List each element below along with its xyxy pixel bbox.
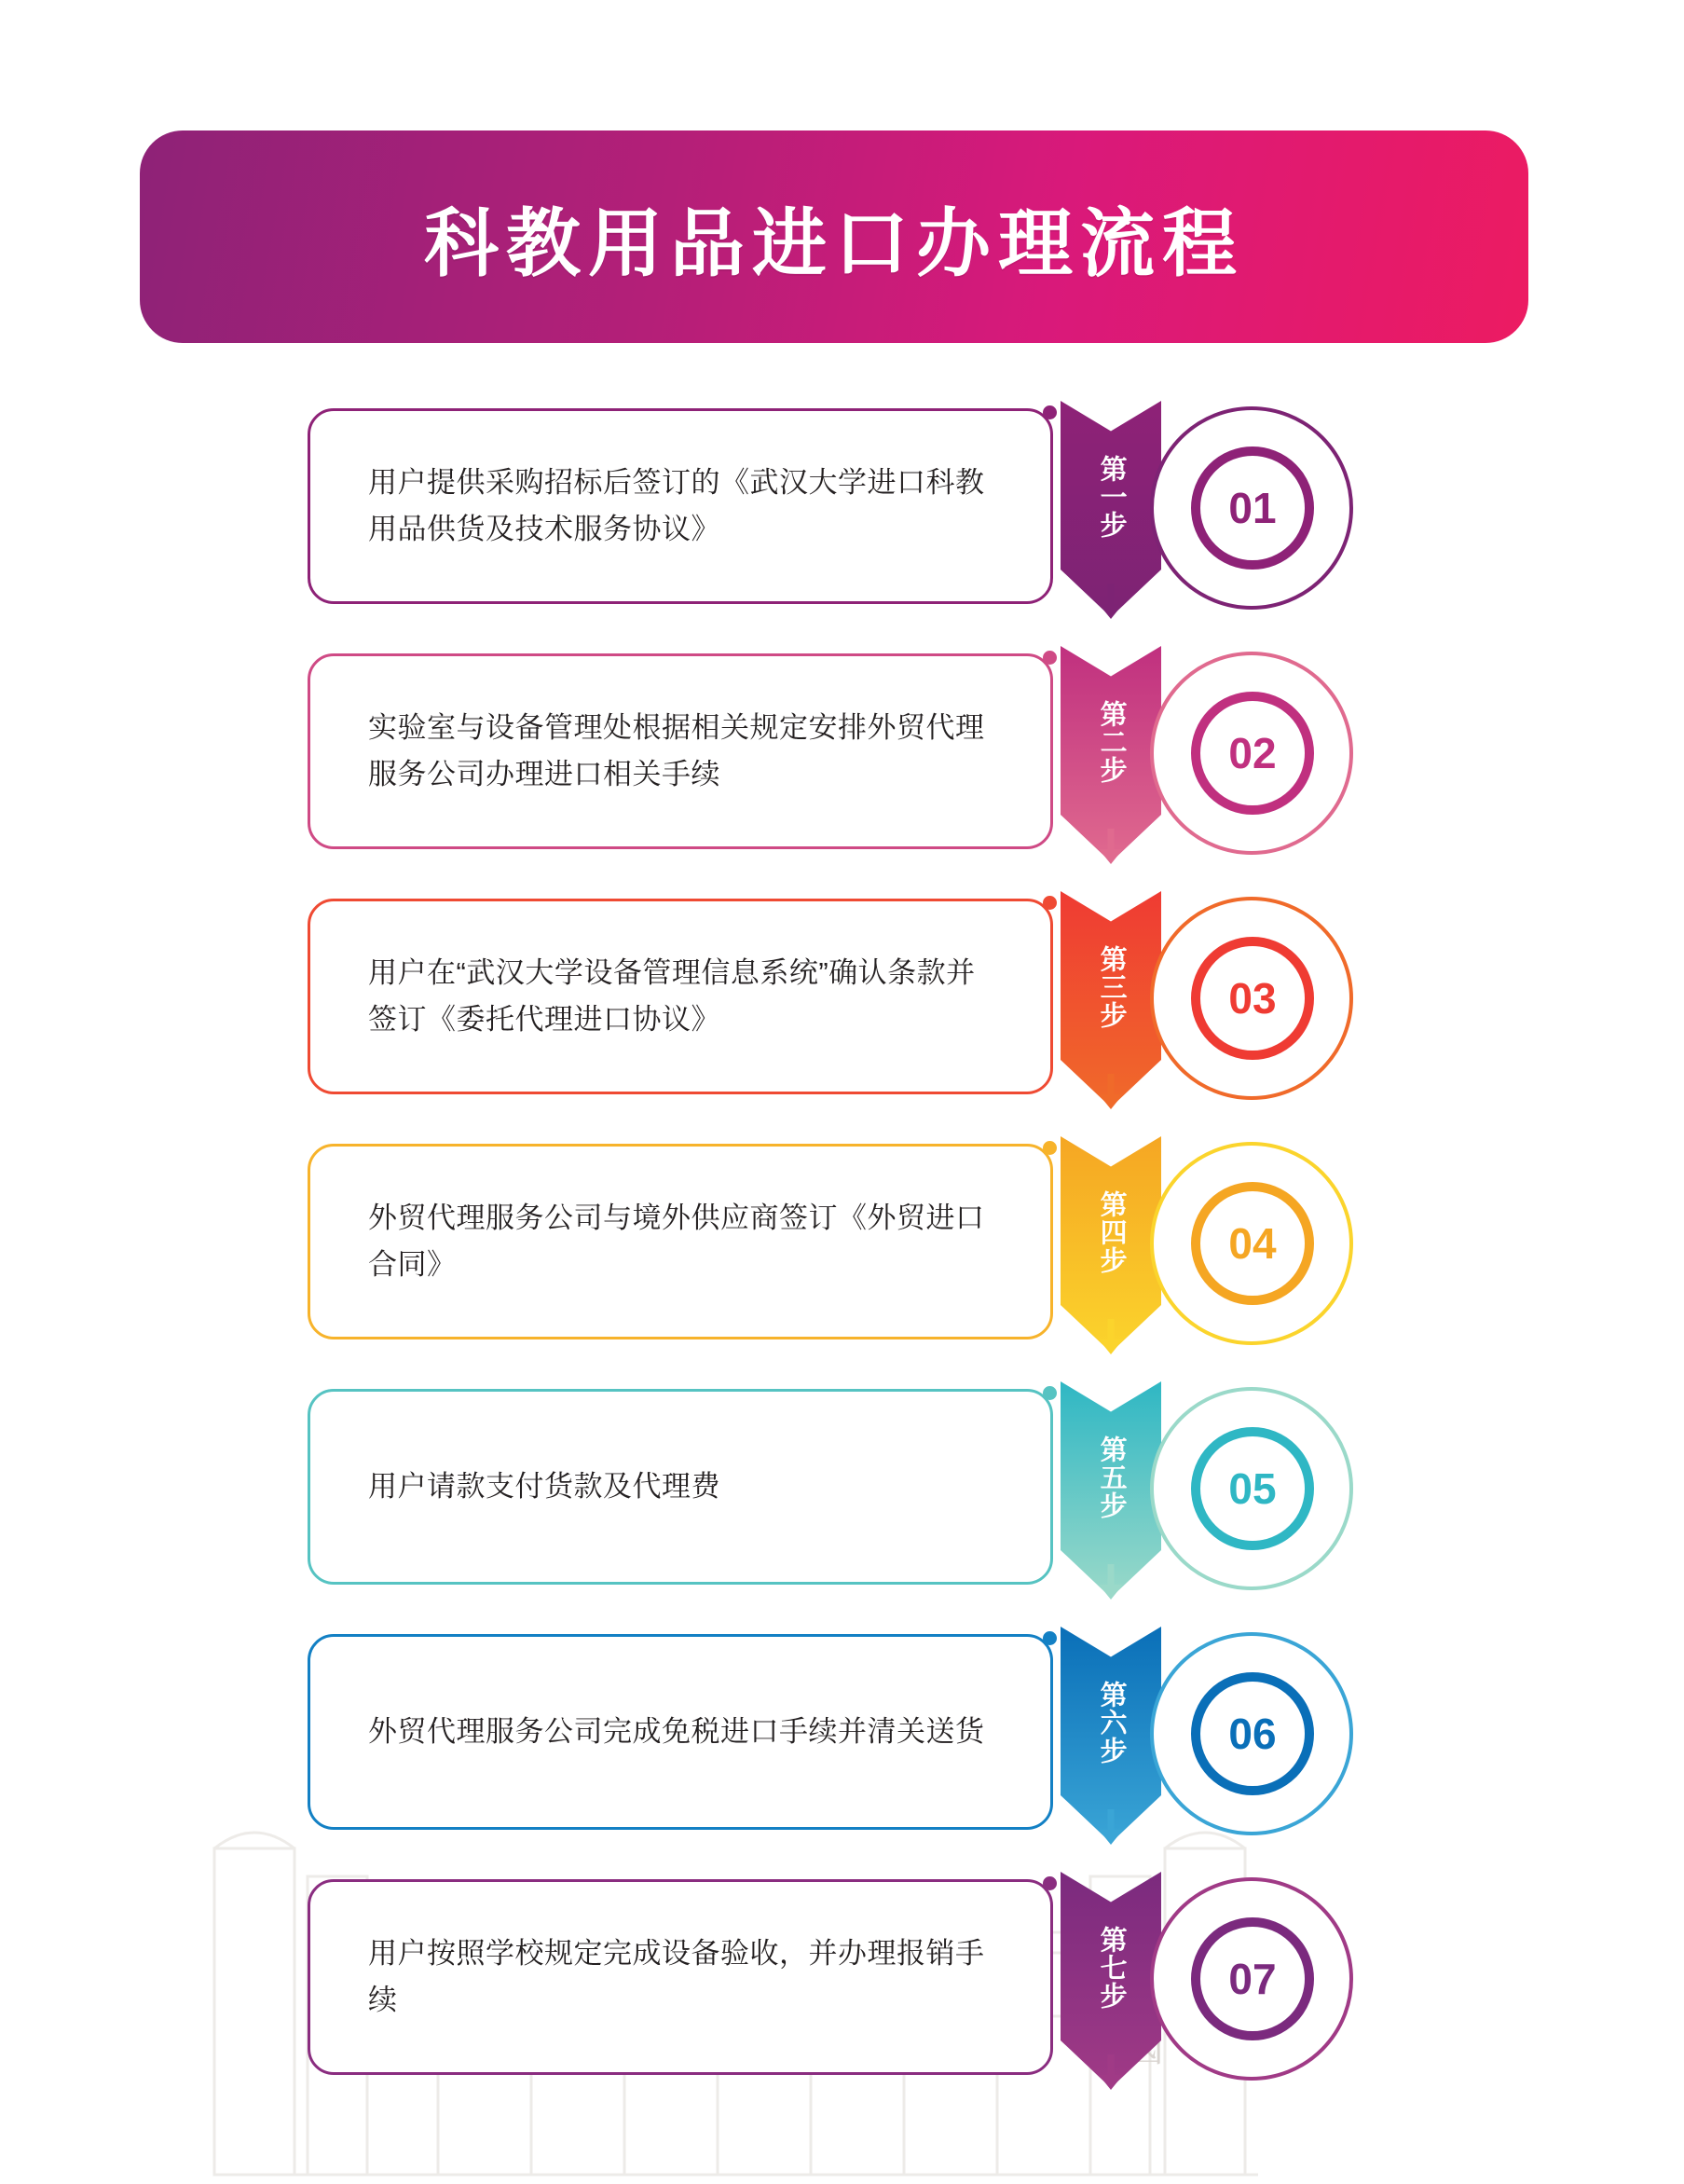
arrow-down-icon (1099, 1339, 1123, 1354)
process-step (0, 1381, 1684, 1627)
badge-number: 02 (1191, 692, 1314, 815)
badge-number: 03 (1191, 937, 1314, 1060)
step-card-dot (1043, 896, 1057, 910)
arrow-down-icon (1099, 849, 1123, 864)
step-card[interactable] (308, 1879, 1053, 2075)
process-step (0, 1136, 1684, 1381)
badge-number: 07 (1191, 1917, 1314, 2040)
step-card-dot (1043, 1141, 1057, 1155)
step-label: 第三步 (1096, 945, 1127, 1029)
step-card-dot (1043, 1386, 1057, 1400)
step-description: 用户按照学校规定完成设备验收，并办理报销手续 (368, 1936, 985, 2016)
watermark-text: 國 (1121, 2021, 1197, 2071)
process-step (0, 891, 1684, 1136)
step-description: 用户请款支付货款及代理费 (368, 1469, 720, 1503)
step-description: 实验室与设备管理处根据相关规定安排外贸代理服务公司办理进口相关手续 (368, 710, 985, 790)
step-description: 用户提供采购招标后签订的《武汉大学进口科教用品供货及技术服务协议》 (368, 465, 985, 545)
step-description: 用户在“武汉大学设备管理信息系统”确认条款并签订《委托代理进口协议》 (368, 955, 976, 1036)
step-card-dot (1043, 651, 1057, 665)
step-card-dot (1043, 405, 1057, 419)
step-number-badge (1137, 646, 1361, 862)
step-card-dot (1043, 1876, 1057, 1890)
step-label: 第六步 (1096, 1681, 1127, 1765)
step-card-dot (1043, 1631, 1057, 1645)
step-card[interactable] (308, 653, 1053, 849)
step-number-badge (1137, 891, 1361, 1107)
process-step (0, 401, 1684, 646)
process-steps (0, 401, 1684, 2117)
step-card[interactable] (308, 1389, 1053, 1585)
step-label: 第二步 (1096, 700, 1127, 784)
step-card[interactable] (308, 899, 1053, 1094)
step-label: 第一步 (1096, 455, 1127, 539)
badge-number: 06 (1191, 1672, 1314, 1795)
arrow-down-icon (1099, 604, 1123, 619)
badge-number: 05 (1191, 1427, 1314, 1550)
process-step (0, 1627, 1684, 1872)
process-step (0, 1872, 1684, 2117)
page-title-banner (140, 130, 1528, 343)
step-card[interactable] (308, 1634, 1053, 1830)
step-card[interactable] (308, 408, 1053, 604)
step-number-badge (1137, 1136, 1361, 1353)
step-label: 第七步 (1096, 1926, 1127, 2010)
process-step (0, 646, 1684, 891)
step-description: 外贸代理服务公司完成免税进口手续并清关送货 (368, 1714, 985, 1748)
step-number-badge (1137, 1627, 1361, 1843)
step-number-badge (1137, 1381, 1361, 1598)
arrow-down-icon (1099, 2075, 1123, 2090)
arrow-down-icon (1099, 1094, 1123, 1109)
badge-number: 01 (1191, 446, 1314, 570)
arrow-down-icon (1099, 1585, 1123, 1600)
step-label: 第四步 (1096, 1190, 1127, 1274)
badge-number: 04 (1191, 1182, 1314, 1305)
step-label: 第五步 (1096, 1435, 1127, 1519)
step-description: 外贸代理服务公司与境外供应商签订《外贸进口合同》 (368, 1201, 985, 1281)
step-card[interactable] (308, 1144, 1053, 1339)
page-title: 科教用品进口办理流程 (424, 201, 1244, 285)
arrow-down-icon (1099, 1830, 1123, 1845)
step-number-badge (1137, 1872, 1361, 2088)
step-number-badge (1137, 401, 1361, 617)
